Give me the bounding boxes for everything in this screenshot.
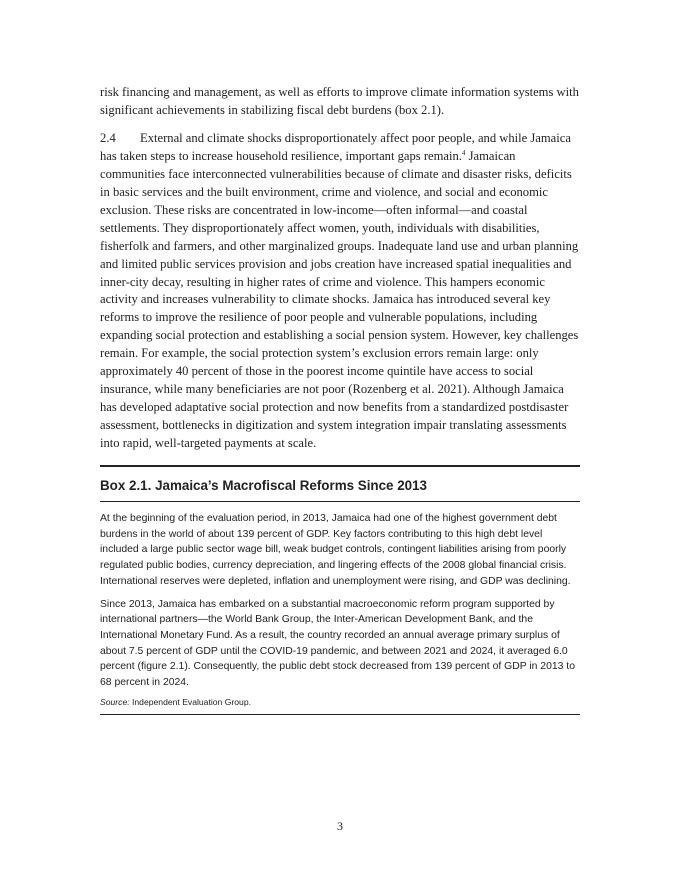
- box-paragraph-2: Since 2013, Jamaica has embarked on a substantial macroeconomic reform program supported by international partners—the World Bank Group, the Inter-American Development Bank, and the International Monetary Fund. As a result, the country recorded an annual average primary surplus of about 7.5 percent of GDP until the COVID-19 pandemic, and between 2021 and 2024, it averaged 6.0 percent (figure 2.1). Consequently, the public debt stock decreased from 139 percent of GDP in 2013 to 68 percent in 2024.: [100, 598, 575, 689]
- intro-paragraph: risk financing and management, as well as efforts to improve climate information systems with significant achievements in stabilizing fiscal debt burdens (box 2.1).: [100, 85, 579, 117]
- paragraph-text-start: External and climate shocks disproportionately affect poor people, and while Jamaica has taken steps to increase household resilience, important gaps remain.: [100, 130, 571, 163]
- paragraph-text-rest: Jamaican communities face interconnected vulnerabilities because of climate and disaster risks, deficits in basic services and the built environment, crime and violence, and social and economic exclusion. These risks are concentrated in low-income—often informal—and coastal settlements. They disproportionately affect women, youth, individuals with disabilities, fisherfolk and farmers, and other marginalized groups. Inadequate land use and urban planning and limited public services provision and jobs creation have increased spatial inequalities and inner-city decay, resulting in higher rates of crime and violence. This hampers economic activity and increases vulnerability to climate shocks. Jamaica has introduced several key reforms to improve the resilience of poor people and vulnerable populations, including expanding social protection and establishing a social pension system. However, key challenges remain. For example, the social protection system’s exclusion errors remain large: only approximately 40 percent of those in the poorest income quintile have access to social insurance, while many beneficiaries are not poor (Rozenberg et al. 2021). Although Jamaica has developed adaptative social protection and now benefits from a standardized postdisaster assessment, bottlenecks in digitization and system integration impair translating assessments into rapid, well-targeted payments at scale.: [100, 148, 579, 451]
- document-page: [100, 84, 580, 715]
- footnote-reference[interactable]: 4: [461, 148, 466, 157]
- box-title: Box 2.1. Jamaica’s Macrofiscal Reforms Since 2013: [100, 467, 580, 502]
- paragraph-2-4: [100, 130, 580, 453]
- page-number: 3: [337, 819, 343, 833]
- box-2-1: [100, 465, 580, 715]
- paragraph-number: 2.4: [100, 130, 116, 145]
- box-paragraph-1: At the beginning of the evaluation period, in 2013, Jamaica had one of the highest government debt burdens in the world of about 139 percent of GDP. Key factors contributing to this high debt level included a large public sector wage bill, weak budget controls, contingent liabilities arising from poorly regulated public bodies, currency depreciation, and lingering effects of the 2008 global financial crisis. International reserves were depleted, inflation and unemployment were rising, and GDP was declining.: [100, 513, 571, 587]
- source-label: Source:: [100, 696, 130, 707]
- source-text: Independent Evaluation Group.: [129, 696, 251, 707]
- box-source: [100, 696, 580, 708]
